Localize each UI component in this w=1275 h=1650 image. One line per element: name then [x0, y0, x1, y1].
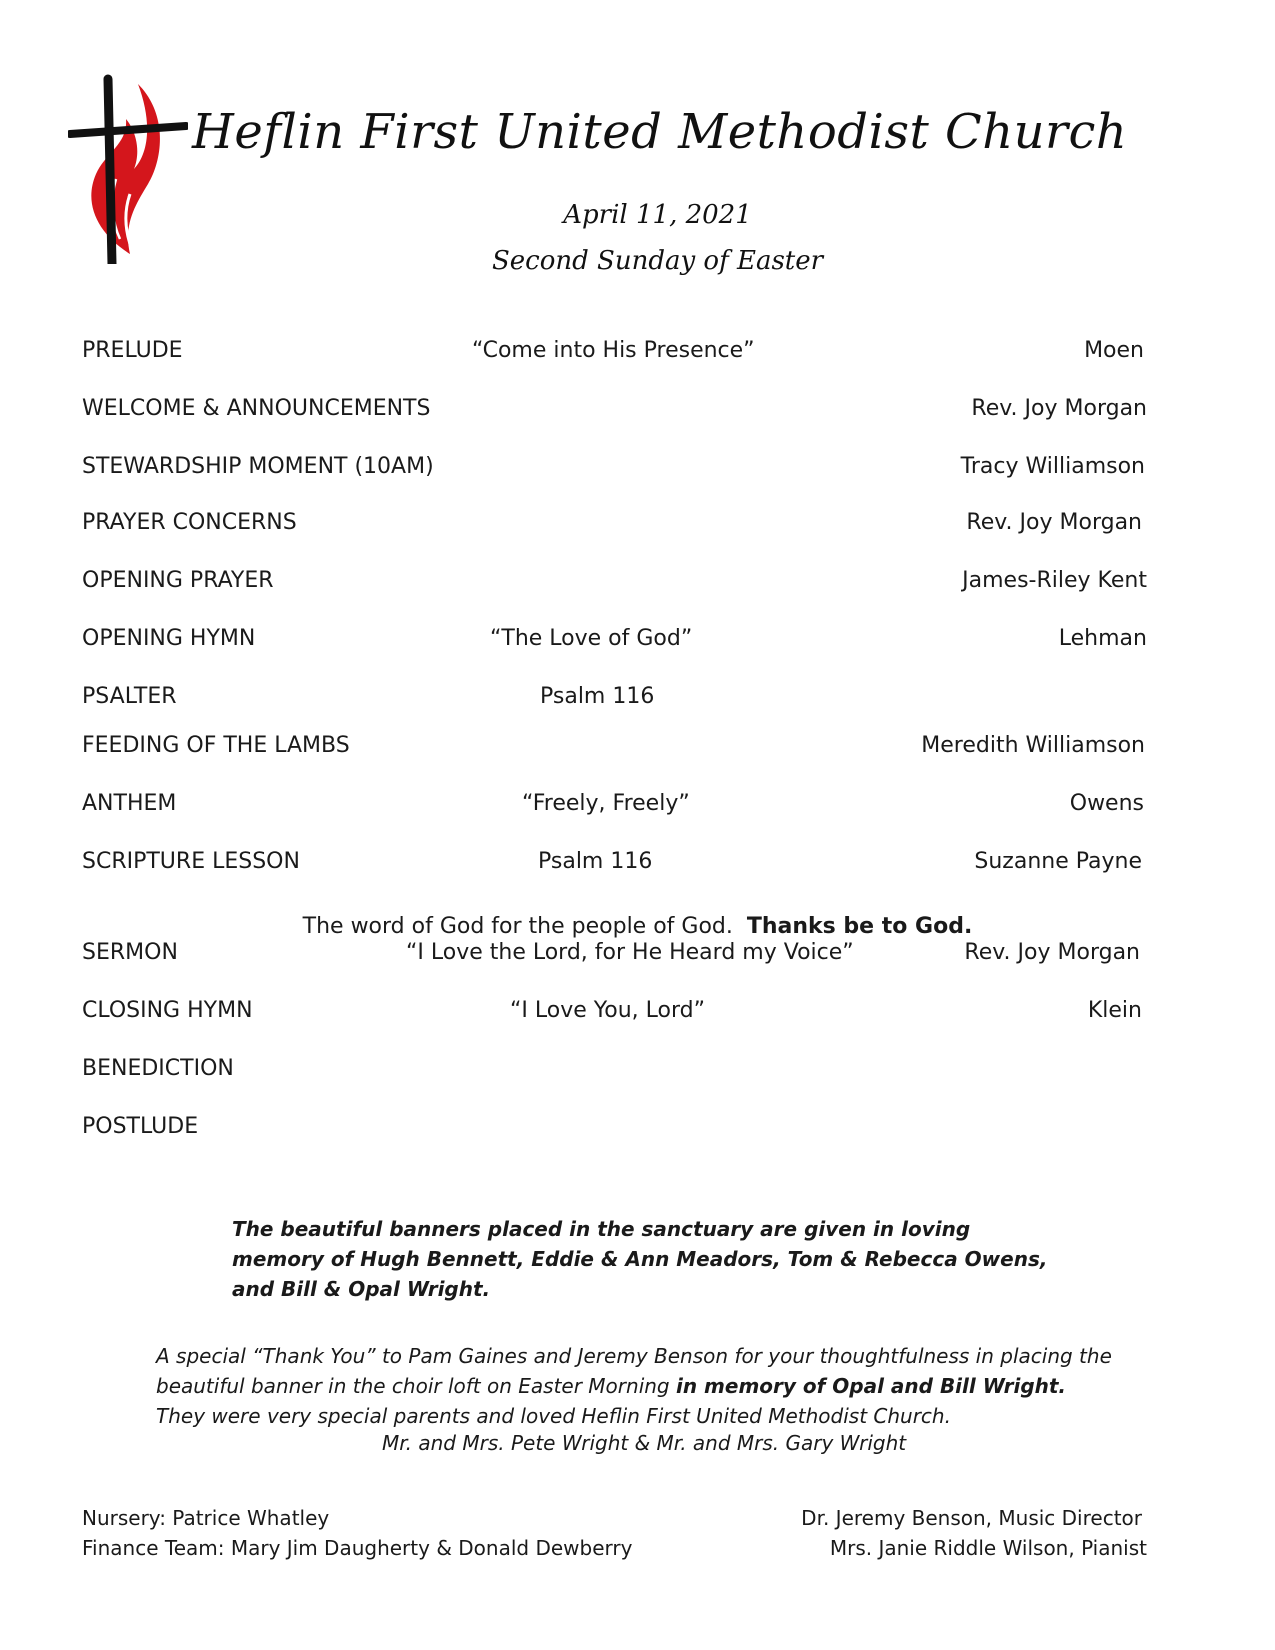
thank-you-signature: Mr. and Mrs. Pete Wright & Mr. and Mrs. Gary Wright — [382, 1431, 907, 1455]
thank-you-note — [156, 1341, 1116, 1431]
order-item-title: Psalm 116 — [538, 849, 653, 874]
order-item-leader: Rev. Joy Morgan — [966, 510, 1142, 535]
scripture-response — [0, 914, 1275, 939]
order-item-label: PSALTER — [82, 684, 177, 709]
order-item-title: “Freely, Freely” — [522, 791, 690, 816]
thank-you-closing: They were very special parents and loved Heflin First United Methodist Church. — [156, 1404, 951, 1428]
order-item-title: “Come into His Presence” — [472, 338, 755, 363]
order-item-title: “I Love the Lord, for He Heard my Voice” — [406, 940, 854, 965]
cross-and-flame-icon — [68, 74, 188, 264]
order-item-label: ANTHEM — [82, 791, 177, 816]
order-item-label: FEEDING OF THE LAMBS — [82, 733, 350, 758]
order-item-label: POSTLUDE — [82, 1114, 199, 1139]
order-item-label: CLOSING HYMN — [82, 998, 253, 1023]
order-item-label: OPENING HYMN — [82, 626, 256, 651]
order-item-leader: James-Riley Kent — [962, 568, 1147, 593]
church-name: Heflin First United Methodist Church — [192, 104, 1128, 160]
service-date: April 11, 2021 — [563, 200, 752, 230]
order-item-label: WELCOME & ANNOUNCEMENTS — [82, 396, 431, 421]
order-item-leader: Suzanne Payne — [974, 849, 1142, 874]
scripture-response-reply: Thanks be to God. — [746, 914, 973, 939]
order-item-label: SERMON — [82, 940, 178, 965]
thank-you-memory: in memory of Opal and Bill Wright. — [675, 1374, 1067, 1398]
order-item-leader: Rev. Joy Morgan — [971, 396, 1147, 421]
music-director-credit: Dr. Jeremy Benson, Music Director — [801, 1506, 1142, 1530]
scripture-response-text: The word of God for the people of God. — [302, 914, 733, 939]
finance-team-credit: Finance Team: Mary Jim Daugherty & Donald Dewberry — [82, 1536, 633, 1560]
order-item-leader: Klein — [1087, 998, 1142, 1023]
order-item-leader: Rev. Joy Morgan — [964, 940, 1140, 965]
banner-memorial-note: The beautiful banners placed in the sanctuary are given in loving memory of Hugh Bennett, Eddie & Ann Meadors, Tom & Rebecca Owens, and Bill & Opal Wright. — [232, 1217, 1048, 1301]
order-item-leader: Moen — [1084, 338, 1144, 363]
order-item-label: PRAYER CONCERNS — [82, 510, 297, 535]
order-item-leader: Lehman — [1058, 626, 1147, 651]
order-item-label: OPENING PRAYER — [82, 568, 274, 593]
service-subtitle: Second Sunday of Easter — [491, 246, 824, 276]
order-item-title: “The Love of God” — [490, 626, 693, 651]
nursery-credit: Nursery: Patrice Whatley — [82, 1506, 330, 1530]
order-item-label: STEWARDSHIP MOMENT (10AM) — [82, 454, 434, 479]
order-item-label: PRELUDE — [82, 338, 183, 363]
order-item-leader: Owens — [1069, 791, 1144, 816]
thank-you-text: A special “Thank You” to Pam Gaines and Jeremy Benson for your thoughtfulness in placing the beautiful banner in the choir loft on Easter Morning — [156, 1344, 1112, 1398]
order-item-leader: Meredith Williamson — [921, 733, 1145, 758]
order-item-title: “I Love You, Lord” — [510, 998, 706, 1023]
order-item-title: Psalm 116 — [540, 684, 655, 709]
pianist-credit: Mrs. Janie Riddle Wilson, Pianist — [829, 1536, 1147, 1560]
order-item-label: SCRIPTURE LESSON — [82, 849, 300, 874]
order-item-label: BENEDICTION — [82, 1056, 234, 1081]
order-item-leader: Tracy Williamson — [960, 454, 1145, 479]
